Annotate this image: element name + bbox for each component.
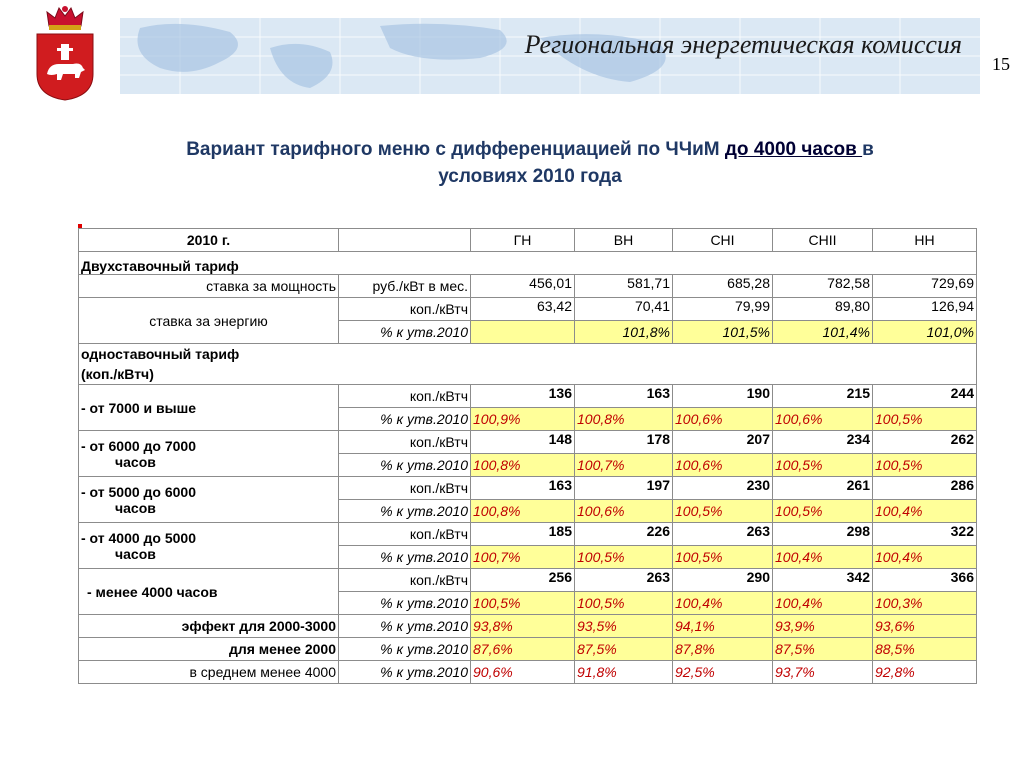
effect-unit: % к утв.2010 — [339, 615, 471, 638]
energy-pct-unit: % к утв.2010 — [339, 321, 471, 344]
cell-value: 126,94 — [873, 298, 977, 321]
cell-value: 263 — [673, 523, 773, 546]
cell-pct: 93,8% — [471, 615, 575, 638]
cell-pct: 100,5% — [575, 592, 673, 615]
slide-heading — [90, 136, 970, 190]
group-unit: коп./кВтч — [339, 431, 471, 454]
cell-pct: 100,6% — [773, 408, 873, 431]
cell-value: 263 — [575, 569, 673, 592]
table-header-row — [79, 229, 977, 252]
group-unit: коп./кВтч — [339, 385, 471, 408]
table-row — [79, 298, 977, 321]
banner-title: Региональная энергетическая комиссия — [524, 30, 962, 59]
cell-value: 685,28 — [673, 275, 773, 298]
cell-value: 136 — [471, 385, 575, 408]
group-label-line2: часов — [115, 499, 156, 516]
section-one-rate — [79, 344, 977, 385]
cell-value: 286 — [873, 477, 977, 500]
table-row — [79, 477, 977, 500]
cell-value: 456,01 — [471, 275, 575, 298]
header-banner — [120, 18, 980, 94]
cell-pct: 100,4% — [673, 592, 773, 615]
cell-value: 322 — [873, 523, 977, 546]
cell-pct: 93,6% — [873, 615, 977, 638]
group-label — [79, 523, 339, 569]
cell-value: 256 — [471, 569, 575, 592]
cell-value: 261 — [773, 477, 873, 500]
cell-pct: 100,5% — [873, 454, 977, 477]
cell-value: 581,71 — [575, 275, 673, 298]
energy-unit: коп./кВтч — [339, 298, 471, 321]
cell-pct: 87,6% — [471, 638, 575, 661]
tariff-table — [78, 228, 977, 684]
cell-pct: 90,6% — [471, 661, 575, 684]
group-label-line1: - менее 4000 часов — [87, 583, 218, 600]
cell-value: 79,99 — [673, 298, 773, 321]
cell-pct: 100,4% — [773, 592, 873, 615]
cell-pct: 101,8% — [575, 321, 673, 344]
cell-pct: 94,1% — [673, 615, 773, 638]
header-vn: ВН — [575, 229, 673, 252]
cell-pct: 87,5% — [575, 638, 673, 661]
effect-label: для менее 2000 — [79, 638, 339, 661]
heading-underlined: до 4000 часов — [724, 139, 863, 160]
header-sn2: СНII — [773, 229, 873, 252]
group-label-line1: - от 6000 до 7000 — [81, 437, 197, 454]
cell-value: 163 — [471, 477, 575, 500]
energy-label: ставка за энергию — [79, 298, 339, 344]
cell-value: 215 — [773, 385, 873, 408]
cell-value: 226 — [575, 523, 673, 546]
cell-pct — [471, 321, 575, 344]
cell-value: 290 — [673, 569, 773, 592]
cell-pct: 100,5% — [575, 546, 673, 569]
cell-pct: 93,5% — [575, 615, 673, 638]
cell-pct: 100,6% — [673, 408, 773, 431]
cell-value: 185 — [471, 523, 575, 546]
cell-value: 207 — [673, 431, 773, 454]
cell-value: 163 — [575, 385, 673, 408]
cell-pct: 100,3% — [873, 592, 977, 615]
heading-part1: Вариант тарифного меню с дифференциацией по ЧЧиМ — [186, 139, 725, 160]
cell-value: 230 — [673, 477, 773, 500]
effect-unit: % к утв.2010 — [339, 661, 471, 684]
cell-pct: 92,5% — [673, 661, 773, 684]
cell-pct: 100,7% — [471, 546, 575, 569]
capacity-unit: руб./кВт в мес. — [339, 275, 471, 298]
cell-value: 782,58 — [773, 275, 873, 298]
effect-label: в среднем менее 4000 — [79, 661, 339, 684]
group-label-line1: - от 7000 и выше — [81, 399, 197, 416]
group-unit: коп./кВтч — [339, 523, 471, 546]
cell-value: 148 — [471, 431, 575, 454]
cell-value: 298 — [773, 523, 873, 546]
page-number: 15 — [992, 54, 1010, 74]
cell-value: 729,69 — [873, 275, 977, 298]
cell-pct: 93,7% — [773, 661, 873, 684]
group-label-line1: - от 5000 до 6000 — [81, 483, 197, 500]
cell-pct: 100,5% — [673, 500, 773, 523]
table-row — [79, 615, 977, 638]
table-row — [79, 275, 977, 298]
group-label-line1: - от 4000 до 5000 — [81, 529, 197, 546]
group-label — [79, 569, 339, 615]
cell-value: 342 — [773, 569, 873, 592]
heading-line2: условиях 2010 года — [438, 166, 622, 187]
effect-label: эффект для 2000-3000 — [79, 615, 339, 638]
group-label-line2: часов — [115, 453, 156, 470]
cell-value: 178 — [575, 431, 673, 454]
one-rate-title — [79, 344, 977, 385]
cell-value: 262 — [873, 431, 977, 454]
cell-pct: 100,4% — [873, 500, 977, 523]
cell-pct: 91,8% — [575, 661, 673, 684]
group-label — [79, 477, 339, 523]
table-row — [79, 661, 977, 684]
cell-value: 70,41 — [575, 298, 673, 321]
header-nn: НН — [873, 229, 977, 252]
table-row — [79, 569, 977, 592]
table-row — [79, 523, 977, 546]
cell-value: 197 — [575, 477, 673, 500]
coat-of-arms-emblem — [33, 4, 97, 107]
cell-pct: 100,4% — [773, 546, 873, 569]
cell-value: 89,80 — [773, 298, 873, 321]
cell-pct: 101,5% — [673, 321, 773, 344]
cell-pct: 100,9% — [471, 408, 575, 431]
header-unit — [339, 229, 471, 252]
group-pct-unit: % к утв.2010 — [339, 408, 471, 431]
cell-pct: 100,5% — [673, 546, 773, 569]
cell-pct: 100,6% — [575, 500, 673, 523]
cell-value: 244 — [873, 385, 977, 408]
one-rate-title-line2: (коп./кВтч) — [81, 366, 154, 382]
capacity-label: ставка за мощность — [79, 275, 339, 298]
table-row — [79, 431, 977, 454]
heading-part2: в — [862, 139, 874, 160]
group-label-line2: часов — [115, 545, 156, 562]
header-gn: ГН — [471, 229, 575, 252]
cell-value: 366 — [873, 569, 977, 592]
cell-pct: 100,8% — [575, 408, 673, 431]
cell-pct: 88,5% — [873, 638, 977, 661]
section-two-rate — [79, 252, 977, 275]
effect-unit: % к утв.2010 — [339, 638, 471, 661]
cell-pct: 100,4% — [873, 546, 977, 569]
cell-pct: 100,6% — [673, 454, 773, 477]
cell-pct: 100,8% — [471, 500, 575, 523]
one-rate-title-line1: одноставочный тариф — [81, 346, 240, 362]
header-sn1: СНI — [673, 229, 773, 252]
table-row — [79, 385, 977, 408]
cell-pct: 100,7% — [575, 454, 673, 477]
cell-pct: 87,8% — [673, 638, 773, 661]
cell-pct: 87,5% — [773, 638, 873, 661]
group-pct-unit: % к утв.2010 — [339, 592, 471, 615]
cell-value: 63,42 — [471, 298, 575, 321]
table-row — [79, 638, 977, 661]
group-pct-unit: % к утв.2010 — [339, 500, 471, 523]
cell-pct: 92,8% — [873, 661, 977, 684]
cell-pct: 93,9% — [773, 615, 873, 638]
cell-value: 234 — [773, 431, 873, 454]
cell-pct: 100,5% — [773, 500, 873, 523]
cell-pct: 101,4% — [773, 321, 873, 344]
two-rate-title: Двухставочный тариф — [79, 252, 977, 275]
cell-pct: 100,5% — [773, 454, 873, 477]
cell-pct: 100,5% — [873, 408, 977, 431]
cell-pct: 100,5% — [471, 592, 575, 615]
cell-value: 190 — [673, 385, 773, 408]
header-year: 2010 г. — [79, 229, 339, 252]
group-pct-unit: % к утв.2010 — [339, 546, 471, 569]
group-label — [79, 385, 339, 431]
cell-pct: 100,8% — [471, 454, 575, 477]
group-unit: коп./кВтч — [339, 477, 471, 500]
group-pct-unit: % к утв.2010 — [339, 454, 471, 477]
group-label — [79, 431, 339, 477]
group-unit: коп./кВтч — [339, 569, 471, 592]
cell-pct: 101,0% — [873, 321, 977, 344]
